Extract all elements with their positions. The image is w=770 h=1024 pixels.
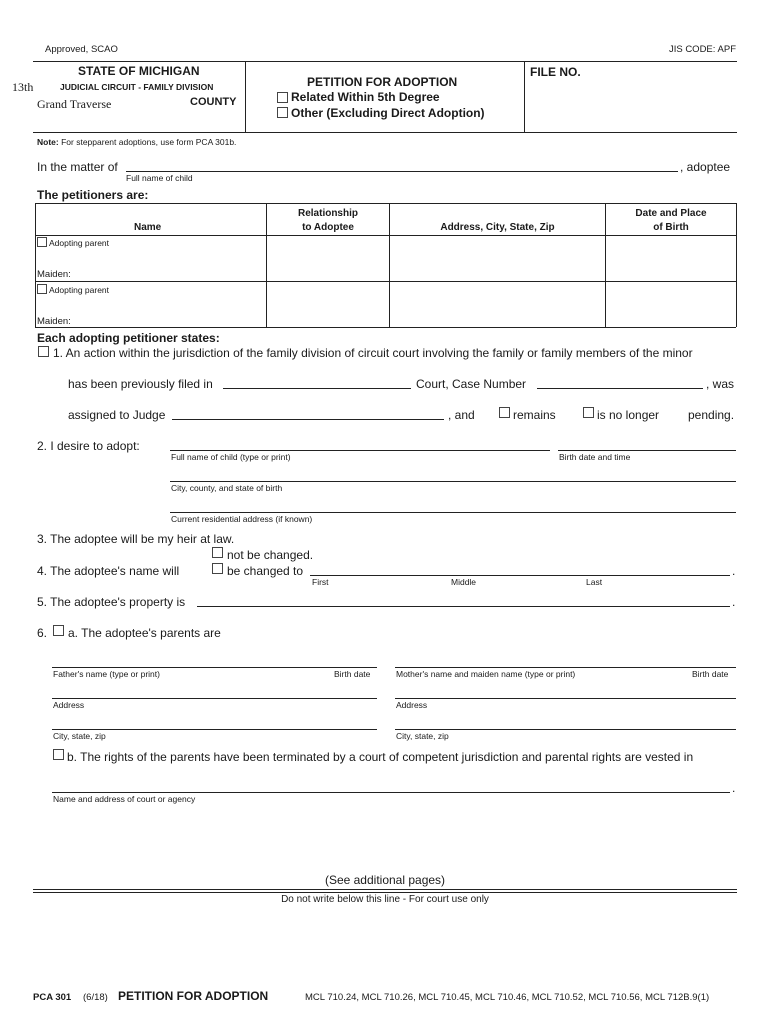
table-left-rule xyxy=(35,203,36,327)
maiden-label: Maiden: xyxy=(37,269,71,280)
item6b-checkbox[interactable] xyxy=(53,749,64,760)
approved-label: Approved, SCAO xyxy=(45,44,118,55)
see-additional: (See additional pages) xyxy=(324,873,446,887)
item5-period: . xyxy=(732,595,736,609)
item5-text: 5. The adoptee's property is xyxy=(37,595,186,609)
adopting-parent-label: Adopting parent xyxy=(49,285,110,295)
item1-text: 1. An action within the jurisdiction of the family division of circuit court involving the family or family members of the minor xyxy=(53,346,693,360)
header-top-rule xyxy=(33,61,737,62)
item4-label: 4. The adoptee's name will xyxy=(37,564,180,578)
item4-period: . xyxy=(732,564,736,578)
father-address-caption: Address xyxy=(53,700,85,710)
col-birth-header-2: of Birth xyxy=(653,222,689,233)
item1-checkbox[interactable] xyxy=(38,346,49,357)
mother-address-field[interactable] xyxy=(395,698,736,699)
mother-birth-caption: Birth date xyxy=(692,669,729,679)
county-label: COUNTY xyxy=(190,96,237,108)
mother-name-caption: Mother's name and maiden name (type or print) xyxy=(396,669,576,679)
item2-address-field[interactable] xyxy=(170,512,736,513)
item2-address-caption: Current residential address (if known) xyxy=(171,514,313,524)
pending-label: pending. xyxy=(688,408,735,422)
changed-checkbox[interactable] xyxy=(212,563,223,574)
note xyxy=(37,137,236,147)
table-header-rule xyxy=(35,235,736,236)
court-agency-field[interactable] xyxy=(52,792,730,793)
col-address-header: Address, City, State, Zip xyxy=(440,222,555,233)
adopting-parent-checkbox[interactable] xyxy=(37,237,47,247)
remains-label: remains xyxy=(513,408,556,422)
item6b-text: b. The rights of the parents have been terminated by a court of competent jurisdiction and parental rights are vested in xyxy=(67,750,694,764)
circuit-number[interactable]: 13th xyxy=(12,80,34,94)
item1-assigned: assigned to Judge xyxy=(68,408,166,422)
statements-heading: Each adopting petitioner states: xyxy=(37,331,220,345)
mother-address-caption: Address xyxy=(396,700,428,710)
item6-number: 6. xyxy=(37,626,48,640)
item2-label: 2. I desire to adopt: xyxy=(37,439,140,453)
header-divider-2 xyxy=(524,61,525,132)
court-use-rule-2 xyxy=(33,892,737,893)
other-label: Other (Excluding Direct Adoption) xyxy=(291,106,485,120)
court-use-rule-1 xyxy=(33,889,737,890)
petitioners-heading: The petitioners are: xyxy=(37,188,149,202)
item1-prev-filed: has been previously filed in xyxy=(68,377,213,391)
other-checkbox[interactable] xyxy=(277,107,288,118)
table-row-rule xyxy=(35,281,736,282)
item2-birth-field[interactable] xyxy=(558,450,736,451)
matter-suffix: , adoptee xyxy=(680,160,731,174)
item2-city-caption: City, county, and state of birth xyxy=(171,483,283,493)
first-caption: First xyxy=(312,577,329,587)
mother-city-caption: City, state, zip xyxy=(396,731,449,741)
mother-city-field[interactable] xyxy=(395,729,736,730)
circuit-label: JUDICIAL CIRCUIT - FAMILY DIVISION xyxy=(60,82,214,92)
form-id: PCA 301 xyxy=(33,992,72,1003)
table-bottom-rule xyxy=(35,327,736,328)
related-label: Related Within 5th Degree xyxy=(291,90,440,104)
child-name-caption: Full name of child xyxy=(126,173,193,183)
item2-birth-caption: Birth date and time xyxy=(559,452,631,462)
item1-court-field[interactable] xyxy=(223,388,411,389)
item1-case-number-field[interactable] xyxy=(537,388,703,389)
father-address-field[interactable] xyxy=(52,698,377,699)
item2-child-name-field[interactable] xyxy=(170,450,550,451)
header-divider-1 xyxy=(245,61,246,132)
child-name-field[interactable] xyxy=(126,171,678,172)
col-birth-header-1: Date and Place xyxy=(635,208,707,219)
petition-title: PETITION FOR ADOPTION xyxy=(307,75,458,89)
item1-judge-field[interactable] xyxy=(172,419,444,420)
item6b-caption: Name and address of court or agency xyxy=(53,794,196,804)
middle-caption: Middle xyxy=(451,577,477,587)
jis-code: JIS CODE: APF xyxy=(668,44,736,55)
item6a-text: a. The adoptee's parents are xyxy=(68,626,221,640)
note-text: For stepparent adoptions, use form PCA 301b. xyxy=(61,137,237,147)
table-top-rule xyxy=(35,203,736,204)
related-checkbox[interactable] xyxy=(277,92,288,103)
item2-city-field[interactable] xyxy=(170,481,736,482)
adopting-parent-checkbox[interactable] xyxy=(37,284,47,294)
item2-child-caption: Full name of child (type or print) xyxy=(171,452,291,462)
changed-label: be changed to xyxy=(227,564,304,578)
maiden-label: Maiden: xyxy=(37,316,71,327)
last-caption: Last xyxy=(586,577,603,587)
form-date: (6/18) xyxy=(83,992,108,1003)
table-right-rule xyxy=(736,203,737,327)
mother-name-field[interactable] xyxy=(395,667,736,668)
citations: MCL 710.24, MCL 710.26, MCL 710.45, MCL 710.46, MCL 710.52, MCL 710.56, MCL 712B.9(1) xyxy=(305,992,710,1003)
file-no-label: FILE NO. xyxy=(530,65,581,79)
not-changed-label: not be changed. xyxy=(227,548,314,562)
not-changed-checkbox[interactable] xyxy=(212,547,223,558)
item1-and: , and xyxy=(448,408,475,422)
item6a-checkbox[interactable] xyxy=(53,625,64,636)
do-not-write: Do not write below this line - For court use only xyxy=(281,894,489,905)
adopting-parent-label: Adopting parent xyxy=(49,238,110,248)
father-birth-caption: Birth date xyxy=(334,669,371,679)
note-label: Note: xyxy=(37,137,59,147)
new-name-field[interactable] xyxy=(310,575,730,576)
form-title: PETITION FOR ADOPTION xyxy=(118,989,269,1003)
state-title: STATE OF MICHIGAN xyxy=(78,64,200,78)
father-name-caption: Father's name (type or print) xyxy=(53,669,160,679)
remains-checkbox[interactable] xyxy=(499,407,510,418)
item1-was: , was xyxy=(706,377,735,391)
no-longer-label: is no longer xyxy=(597,408,660,422)
col-relationship-header-2: to Adoptee xyxy=(302,222,354,233)
county-name[interactable]: Grand Traverse xyxy=(37,97,112,111)
item1-court-case: Court, Case Number xyxy=(416,377,527,391)
header-bottom-rule xyxy=(33,132,737,133)
col-name-header: Name xyxy=(134,222,162,233)
item6b-period: . xyxy=(732,781,736,795)
father-city-caption: City, state, zip xyxy=(53,731,106,741)
matter-prefix: In the matter of xyxy=(37,160,118,174)
no-longer-checkbox[interactable] xyxy=(583,407,594,418)
property-field[interactable] xyxy=(197,606,730,607)
file-no-field[interactable] xyxy=(586,64,732,126)
col-relationship-header-1: Relationship xyxy=(297,208,358,219)
father-city-field[interactable] xyxy=(52,729,377,730)
father-name-field[interactable] xyxy=(52,667,377,668)
item3-text: 3. The adoptee will be my heir at law. xyxy=(37,532,235,546)
